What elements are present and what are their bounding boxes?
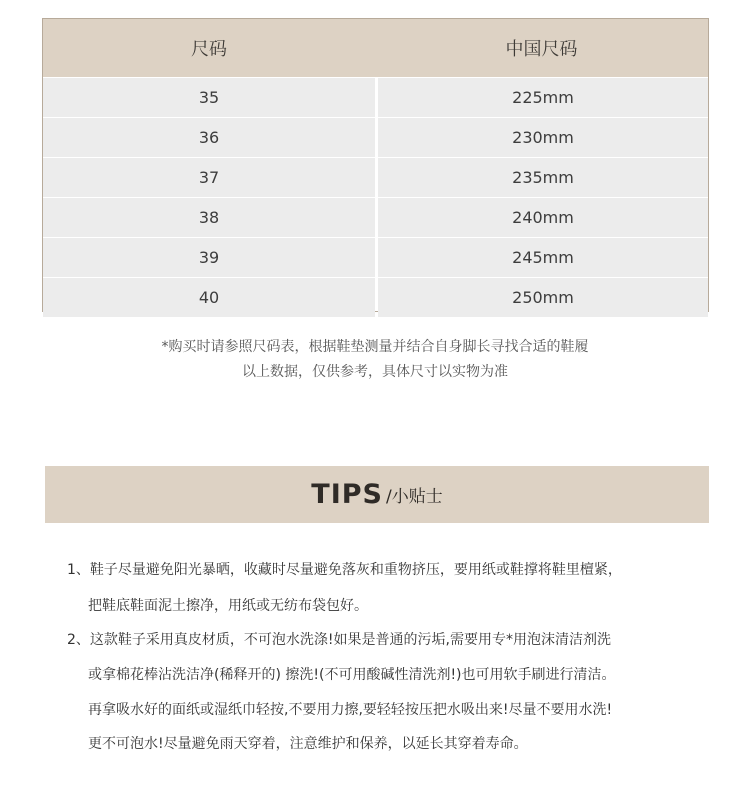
tip-line: 或拿棉花棒沾洗洁净(稀释开的) 擦洗!(不可用酸碱性清洗剂!)也可用软手刷进行清洁。 [88, 667, 616, 683]
size-cell: 40 [43, 278, 375, 317]
table-row [43, 117, 708, 157]
size-cell: 39 [43, 238, 375, 277]
tip-line: 再拿吸水好的面纸或湿纸巾轻按,不要用力擦,要轻轻按压把水吸出来!尽量不要用水洗! [88, 702, 613, 718]
table-row [43, 197, 708, 237]
note-line: *购买时请参照尺码表，根据鞋垫测量并结合自身脚长寻找合适的鞋履 [161, 339, 589, 355]
note-line: 以上数据，仅供参考，具体尺寸以实物为准 [242, 364, 508, 380]
china-size-cell: 225mm [378, 78, 708, 117]
header-china-size: 中国尺码 [505, 39, 578, 60]
china-size-cell: 230mm [378, 118, 708, 157]
china-size-cell: 245mm [378, 238, 708, 277]
size-cell: 37 [43, 158, 375, 197]
tip-line: 2、这款鞋子采用真皮材质，不可泡水洗涤!如果是普通的污垢,需要用专*用泡沫清洁剂洗 [67, 632, 611, 648]
table-row [43, 78, 708, 117]
tip-line: 更不可泡水!尽量避免雨天穿着，注意维护和保养，以延长其穿着寿命。 [88, 736, 528, 752]
tip-line: 把鞋底鞋面泥土擦净，用纸或无纺布袋包好。 [88, 598, 368, 614]
table-row [43, 277, 708, 317]
china-size-cell: 235mm [378, 158, 708, 197]
size-note [0, 335, 750, 385]
tips-title: TIPS [311, 479, 383, 510]
size-cell: 36 [43, 118, 375, 157]
tip-line: 1、鞋子尽量避免阳光暴晒，收藏时尽量避免落灰和重物挤压，要用纸或鞋撑将鞋里檀紧， [67, 562, 622, 578]
china-size-cell: 250mm [378, 278, 708, 317]
size-table [42, 18, 709, 312]
table-header [43, 19, 708, 78]
header-size: 尺码 [191, 39, 227, 60]
china-size-cell: 240mm [378, 198, 708, 237]
table-row [43, 157, 708, 197]
table-row [43, 237, 708, 277]
tips-subtitle: /小贴士 [385, 487, 443, 507]
size-cell: 38 [43, 198, 375, 237]
size-cell: 35 [43, 78, 375, 117]
tips-banner [45, 466, 709, 523]
